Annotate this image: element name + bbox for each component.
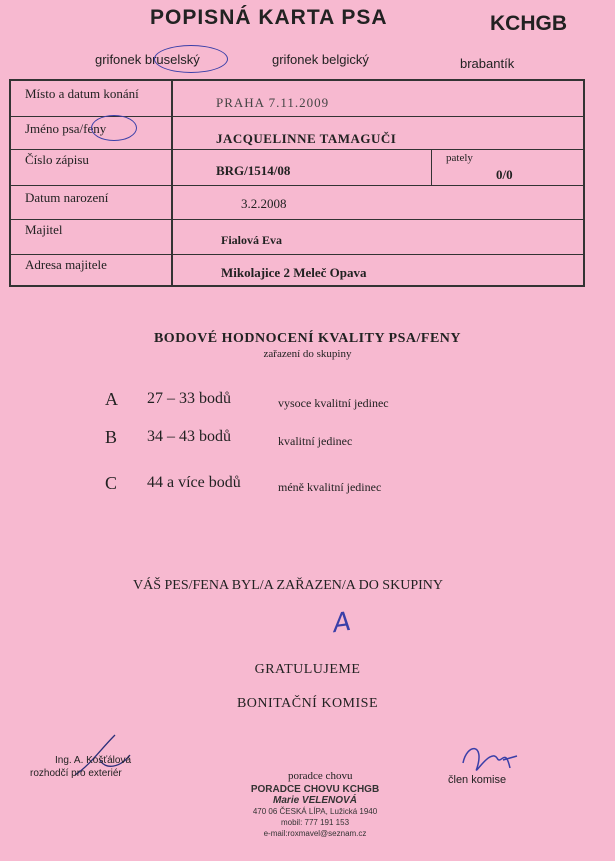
place-date-value: PRAHA 7.11.2009	[216, 95, 330, 110]
birth-date-label: Datum narození	[25, 190, 109, 205]
group-a-description: vysoce kvalitní jedinec	[278, 396, 389, 410]
birth-date-value: 3.2.2008	[241, 196, 287, 211]
owner-value: Fialová Eva	[221, 233, 283, 247]
group-b-range: 34 – 43 bodů	[147, 428, 231, 445]
breed-selection-circle	[154, 45, 228, 73]
patella-value: 0/0	[496, 167, 513, 182]
row-owner	[11, 220, 583, 255]
group-c-range: 44 a více bodů	[147, 474, 241, 491]
group-c-description: méně kvalitní jedinec	[278, 480, 382, 494]
assigned-group-handwritten: A	[330, 606, 353, 640]
breed-option-belgicky: grifonek belgický	[272, 52, 369, 67]
breed-option-bruselsky: grifonek bruselský	[95, 52, 200, 67]
group-b-description: kvalitní jedinec	[278, 434, 353, 448]
patella-label: pately	[446, 152, 473, 164]
row-registration	[11, 150, 583, 186]
breed-option-brabantik: brabantík	[460, 56, 515, 71]
row-birth-date	[11, 186, 583, 220]
group-b-letter: B	[105, 427, 118, 447]
row-place-date	[11, 81, 583, 117]
judge-name: Ing. A. Košťálová	[55, 755, 132, 766]
owner-address-label: Adresa majitele	[25, 257, 107, 272]
result-statement: VÁŠ PES/FENA BYL/A ZAŘAZEN/A DO SKUPINY	[133, 578, 443, 593]
owner-label: Majitel	[25, 222, 63, 237]
stamp-line-5: e-mail:roxmavel@seznam.cz	[263, 829, 367, 838]
registration-label: Číslo zápisu	[25, 152, 89, 167]
stamp-line-1: PORADCE CHOVU KCHGB	[250, 784, 380, 795]
row-owner-address	[11, 255, 583, 285]
committee-text: BONITAČNÍ KOMISE	[236, 696, 379, 711]
dog-name-label: Jméno psa/feny	[25, 121, 107, 136]
group-c-letter: C	[105, 473, 118, 493]
group-a-letter: A	[105, 389, 118, 409]
stamp-line-2: Marie VELENOVÁ	[273, 795, 357, 806]
group-a-range: 27 – 33 bodů	[147, 390, 231, 407]
rating-heading: BODOVÉ HODNOCENÍ KVALITY PSA/FENY	[153, 331, 462, 346]
rating-subheading: zařazení do skupiny	[263, 348, 352, 360]
advisor-role: poradce chovu	[288, 770, 353, 782]
patella-divider	[431, 150, 432, 185]
sex-selection-circle	[91, 115, 137, 141]
owner-address-value: Mikolajice 2 Meleč Opava	[221, 265, 367, 280]
card-title: POPISNÁ KARTA PSA	[150, 6, 388, 29]
club-code: KCHGB	[490, 12, 567, 35]
advisor-stamp	[240, 784, 390, 839]
stamp-line-4: mobil: 777 191 153	[280, 818, 350, 827]
member-role: člen komise	[448, 774, 507, 786]
stamp-line-3: 470 06 ČESKÁ LÍPA, Lužická 1940	[252, 807, 378, 816]
judge-role: rozhodčí pro exteriér	[30, 768, 122, 779]
dog-name-value: JACQUELINNE TAMAGUČI	[216, 131, 397, 146]
dog-info-table	[9, 79, 585, 287]
place-date-label: Místo a datum konání	[25, 86, 139, 101]
congratulations-text: GRATULUJEME	[254, 662, 361, 677]
registration-value: BRG/1514/08	[216, 163, 291, 178]
